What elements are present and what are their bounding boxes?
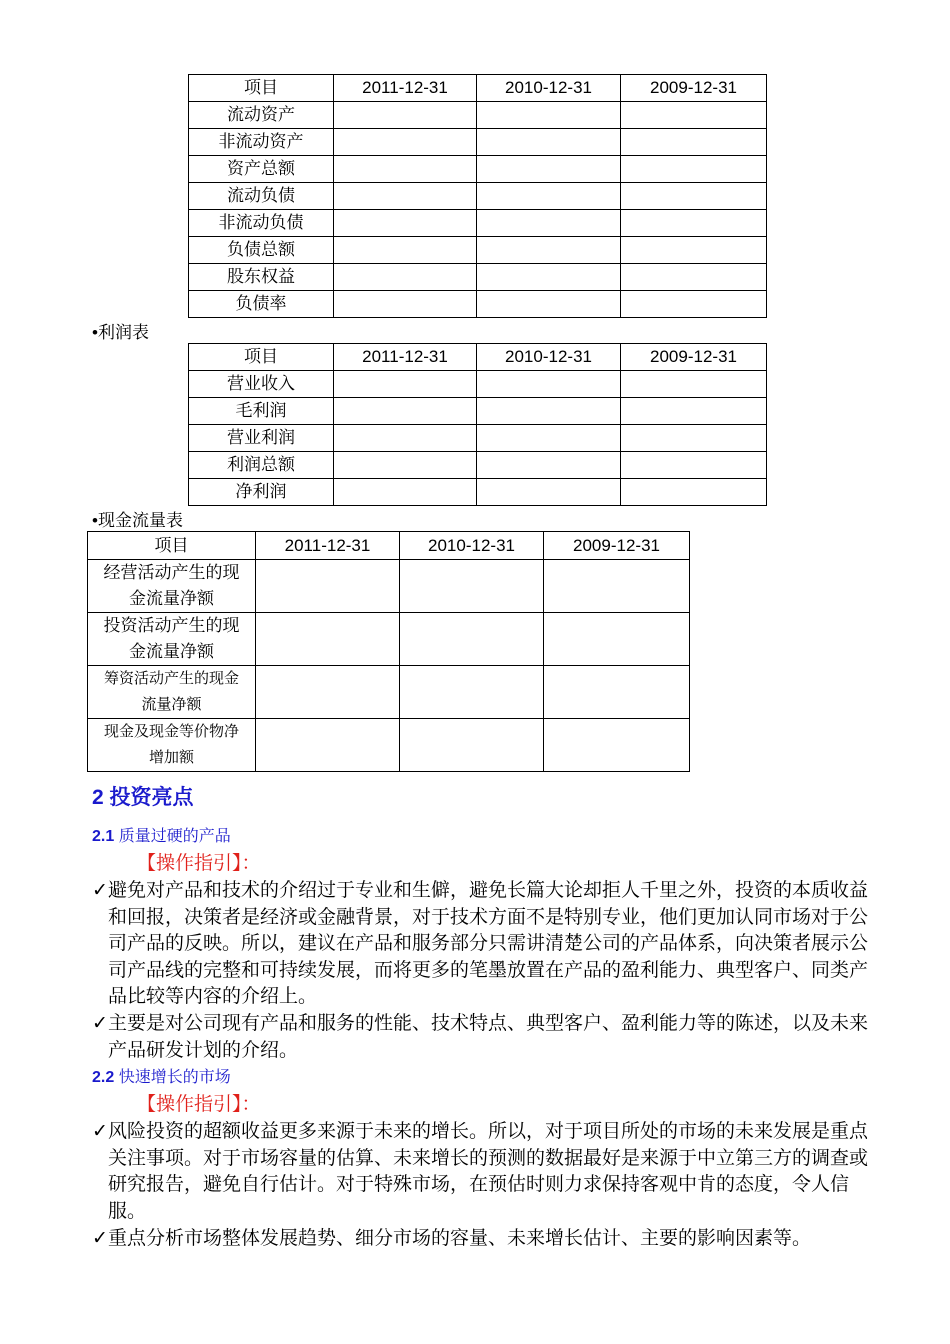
section-number: 2.1 (92, 828, 115, 845)
value-cell (544, 719, 690, 772)
header-cell: 2009-12-31 (544, 532, 690, 560)
check-icon: ✓ (92, 1012, 108, 1034)
value-cell (621, 102, 767, 129)
bullet-text: 风险投资的超额收益更多来源于未来的增长。所以，对于项目所处的市场的未来发展是重点关注事项。对于市场容量的估算、未来增长的预测的数据最好是来源于中立第三方的调查或研究报告，避免自行估计。对于特殊市场，在预估时则力求保持客观中肯的态度，令人信服。 (108, 1120, 869, 1222)
section-2-1-heading (92, 826, 231, 848)
value-cell (477, 371, 621, 398)
operation-guide-label: 【操作指引】： (137, 852, 261, 874)
value-cell (256, 719, 400, 772)
value-cell (477, 452, 621, 479)
row-label-line: 流量净额 (141, 696, 202, 713)
table-row (189, 237, 767, 264)
table-header-row (88, 532, 690, 560)
row-label: 非流动资产 (189, 129, 334, 156)
value-cell (544, 666, 690, 719)
value-cell (334, 452, 477, 479)
value-cell (477, 291, 621, 318)
value-cell (477, 237, 621, 264)
value-cell (621, 452, 767, 479)
row-label (88, 613, 256, 666)
bullet-text: 重点分析市场整体发展趋势、细分市场的容量、未来增长估计、主要的影响因素等。 (108, 1227, 812, 1249)
header-cell: 2010-12-31 (400, 532, 544, 560)
row-label: 利润总额 (189, 452, 334, 479)
value-cell (400, 719, 544, 772)
value-cell (256, 613, 400, 666)
table-row (189, 156, 767, 183)
value-cell (621, 291, 767, 318)
bullet-item (92, 1010, 868, 1063)
table-row (189, 264, 767, 291)
row-label: 流动负债 (189, 183, 334, 210)
value-cell (334, 291, 477, 318)
value-cell (334, 371, 477, 398)
section-title: 快速增长的市场 (118, 1069, 231, 1086)
check-icon: ✓ (92, 879, 108, 901)
value-cell (334, 102, 477, 129)
header-cell: 2011-12-31 (334, 75, 477, 102)
header-cell: 2011-12-31 (334, 344, 477, 371)
value-cell (477, 210, 621, 237)
operation-guide-label: 【操作指引】： (137, 1093, 261, 1115)
bullet-item (92, 877, 868, 1010)
table-row (189, 398, 767, 425)
header-cell: 项目 (189, 75, 334, 102)
row-label-line: 金流量净额 (129, 642, 214, 661)
row-label-line: 投资活动产生的现 (103, 616, 240, 635)
table-row (189, 129, 767, 156)
row-label: 负债总额 (189, 237, 334, 264)
header-cell: 2009-12-31 (621, 344, 767, 371)
value-cell (400, 666, 544, 719)
cash-flow-title: •现金流量表 (92, 511, 183, 530)
value-cell (334, 425, 477, 452)
header-cell: 2011-12-31 (256, 532, 400, 560)
header-cell: 2010-12-31 (477, 344, 621, 371)
header-cell: 项目 (88, 532, 256, 560)
cash-flow-table (87, 531, 690, 772)
value-cell (334, 264, 477, 291)
table-row (88, 613, 690, 666)
value-cell (256, 560, 400, 613)
value-cell (621, 156, 767, 183)
table-header-row (189, 75, 767, 102)
header-cell: 2009-12-31 (621, 75, 767, 102)
table-row (189, 183, 767, 210)
check-icon: ✓ (92, 1227, 108, 1249)
table-row (189, 210, 767, 237)
value-cell (621, 371, 767, 398)
value-cell (256, 666, 400, 719)
section-number: 2.2 (92, 1069, 115, 1086)
value-cell (544, 560, 690, 613)
row-label: 非流动负债 (189, 210, 334, 237)
income-statement-table (188, 343, 767, 506)
table-header-row (189, 344, 767, 371)
table-row (189, 291, 767, 318)
value-cell (400, 560, 544, 613)
header-cell: 项目 (189, 344, 334, 371)
row-label (88, 719, 256, 772)
bullet-item (92, 1225, 868, 1252)
value-cell (621, 398, 767, 425)
value-cell (621, 129, 767, 156)
bullet-text: 主要是对公司现有产品和服务的性能、技术特点、典型客户、盈利能力等的陈述，以及未来产品研发计划的介绍。 (108, 1012, 869, 1061)
table-row (88, 560, 690, 613)
row-label-line: 现金及现金等价物净 (103, 723, 239, 740)
table-row (88, 666, 690, 719)
row-label: 流动资产 (189, 102, 334, 129)
row-label-line: 经营活动产生的现 (103, 563, 240, 582)
bullet-item (92, 1118, 868, 1224)
value-cell (400, 613, 544, 666)
value-cell (621, 264, 767, 291)
section-2-2-heading (92, 1067, 231, 1089)
value-cell (334, 479, 477, 506)
row-label-line: 金流量净额 (129, 589, 214, 608)
value-cell (544, 613, 690, 666)
bullet-text: 避免对产品和技术的介绍过于专业和生僻，避免长篇大论却拒人千里之外，投资的本质收益和回报，决策者是经济或金融背景，对于技术方面不是特别专业，他们更加认同市场对于公司产品的反映。所以，建议在产品和服务部分只需讲清楚公司的产品体系，向决策者展示公司产品线的完整和可持续发展，而将更多的笔墨放置在产品的盈利能力、典型客户、同类产品比较等内容的介绍上。 (108, 879, 869, 1007)
value-cell (477, 425, 621, 452)
row-label (88, 666, 256, 719)
value-cell (621, 479, 767, 506)
table-row (189, 102, 767, 129)
row-label-line: 筹资活动产生的现金 (103, 670, 239, 687)
section-title: 质量过硬的产品 (118, 828, 231, 845)
value-cell (621, 237, 767, 264)
value-cell (477, 183, 621, 210)
value-cell (477, 264, 621, 291)
table-row (189, 452, 767, 479)
row-label-line: 增加额 (148, 749, 194, 766)
balance-sheet-table (188, 74, 767, 318)
row-label: 营业利润 (189, 425, 334, 452)
row-label: 毛利润 (189, 398, 334, 425)
value-cell (621, 183, 767, 210)
value-cell (621, 210, 767, 237)
value-cell (477, 398, 621, 425)
value-cell (334, 237, 477, 264)
row-label: 负债率 (189, 291, 334, 318)
row-label (88, 560, 256, 613)
table-row (189, 371, 767, 398)
header-cell: 2010-12-31 (477, 75, 621, 102)
value-cell (477, 479, 621, 506)
income-statement-title: •利润表 (92, 323, 149, 342)
value-cell (477, 156, 621, 183)
section-2-heading: 2 投资亮点 (92, 786, 194, 809)
value-cell (477, 129, 621, 156)
row-label: 资产总额 (189, 156, 334, 183)
table-row (189, 425, 767, 452)
value-cell (334, 183, 477, 210)
row-label: 营业收入 (189, 371, 334, 398)
value-cell (334, 210, 477, 237)
table-row (88, 719, 690, 772)
row-label: 股东权益 (189, 264, 334, 291)
value-cell (334, 129, 477, 156)
value-cell (621, 425, 767, 452)
value-cell (334, 398, 477, 425)
value-cell (477, 102, 621, 129)
table-row (189, 479, 767, 506)
row-label: 净利润 (189, 479, 334, 506)
check-icon: ✓ (92, 1120, 108, 1142)
value-cell (334, 156, 477, 183)
